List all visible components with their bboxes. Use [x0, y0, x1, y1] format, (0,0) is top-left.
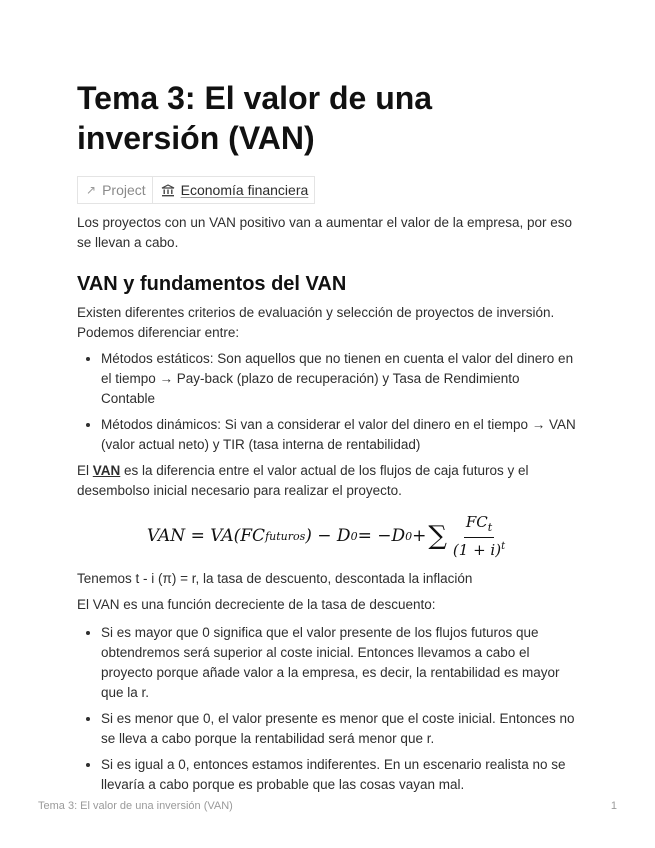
property-value[interactable] [153, 177, 315, 203]
section-heading: VAN y fundamentos del VAN [77, 273, 347, 295]
formula-eq2-sub: 0 [405, 529, 413, 543]
decreasing-paragraph: El VAN es una función decreciente de la tasa de descuento: [77, 597, 436, 612]
page-title: Tema 3: El valor de una inversión (VAN) [77, 80, 433, 156]
intro-paragraph: Los proyectos con un VAN positivo van a aumentar el valor de la empresa, por eso se llevan a cabo. [77, 215, 573, 250]
list-item: • Métodos estáticos: Son aquellos que no tienen en cuenta el valor del dinero en el tiempo → Pay-back (plazo de recuperación) y Tasa de Rendimiento Contable [101, 349, 577, 409]
formula-lhs-sub: futuros [265, 529, 306, 543]
formula-numerator [464, 513, 494, 538]
methods-list [77, 349, 577, 455]
project-link[interactable]: Economía financiera [180, 182, 309, 198]
page-number: 1 [610, 800, 617, 812]
bank-icon [161, 184, 175, 197]
van-cases-list [77, 623, 577, 795]
formula-num-sub: t [487, 521, 493, 534]
formula-lhs: VAN = VA(FC [146, 526, 266, 546]
van-definition [77, 461, 577, 501]
formula-plus: + [412, 526, 427, 546]
page-footer [38, 800, 617, 812]
formula-fraction [451, 513, 507, 559]
footer-title: Tema 3: El valor de una inversión (VAN) [38, 800, 233, 812]
formula-mid-sub: 0 [350, 529, 358, 543]
criteria-paragraph: Existen diferentes criterios de evaluación y selección de proyectos de inversión. Podemos diferenciar entre: [77, 305, 555, 340]
discount-rate-paragraph: Tenemos t - i (π) = r, la tasa de descuento, descontada la inflación [77, 571, 473, 586]
van-def-pre: El [77, 463, 93, 478]
page-content [77, 78, 577, 801]
van-def-post: es la diferencia entre el valor actual de los flujos de caja futuros y el desembolso inicial necesario para realizar el proyecto. [77, 463, 529, 498]
list-item: • Si es igual a 0, entonces estamos indiferentes. En un escenario realista no se llevaría a cabo porque es probable que las cosas vayan mal. [101, 755, 577, 795]
van-formula [77, 515, 577, 557]
formula-num-text: FC [465, 513, 488, 531]
list-item: • Métodos dinámicos: Si van a considerar el valor del dinero en el tiempo → VAN (valor actual neto) y TIR (tasa interna de rentabilidad) [101, 415, 577, 455]
list-item: • Si es mayor que 0 significa que el valor presente de los flujos futuros que obtendremos será superior al coste inicial. Entonces llevamos a cabo el proyecto porque añade valor a la empresa, es decir, la rentabilidad es mayor que la r. [101, 623, 577, 703]
property-label [78, 177, 153, 203]
property-label-text: Project [102, 182, 146, 198]
formula-den-text: (1 + i) [452, 541, 502, 559]
formula-den-sup: t [501, 541, 506, 552]
formula-denominator [451, 538, 507, 559]
formula-eq2: = −D [357, 526, 406, 546]
formula-mid: ) − D [305, 526, 351, 546]
van-keyword[interactable]: VAN [92, 463, 121, 478]
list-item: • Si es menor que 0, el valor presente es menor que el coste inicial. Entonces no se lleva a cabo porque la rentabilidad será menor que r. [101, 709, 577, 749]
formula-sigma: ∑ [428, 521, 447, 551]
arrow-up-right-icon: ↗ [86, 183, 97, 197]
property-row [77, 176, 315, 204]
